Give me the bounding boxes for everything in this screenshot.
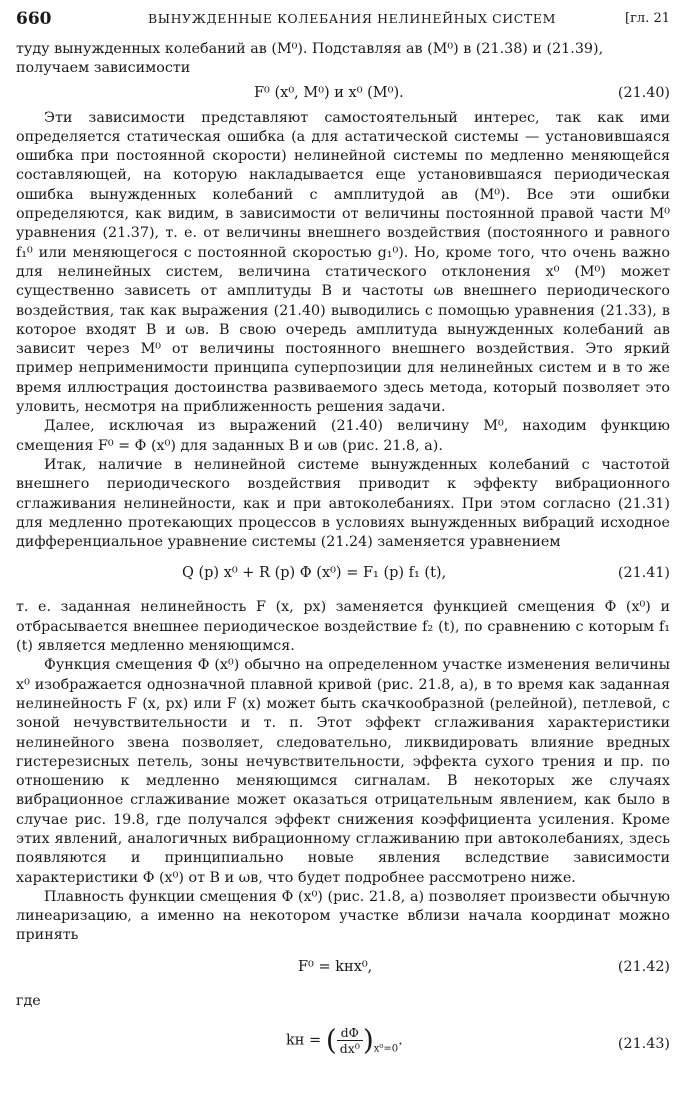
equation-number: (21.41) xyxy=(617,565,670,582)
chapter-label: [гл. 21 xyxy=(625,11,670,26)
equation-number: (21.40) xyxy=(617,84,670,101)
fraction-numerator: dΦ xyxy=(337,1025,363,1041)
equation-formula: F⁰ (x⁰, M⁰) и x⁰ (M⁰). xyxy=(254,84,404,101)
intro-line-2: получаем зависимости xyxy=(16,60,191,77)
equation-number: (21.42) xyxy=(617,958,670,975)
page-number: 660 xyxy=(16,9,52,29)
equation-number: (21.43) xyxy=(617,1036,670,1053)
right-paren: ) xyxy=(362,1023,374,1057)
intro-line-1: туду вынужденных колебаний aв (M⁰). Подставляя aв (M⁰) в (21.38) и (21.39), xyxy=(16,41,604,57)
running-title: ВЫНУЖДЕННЫЕ КОЛЕБАНИЯ НЕЛИНЕЙНЫХ СИСТЕМ xyxy=(148,11,556,26)
paragraph: Эти зависимости представляют самостоятельный интерес, так как ими определяется статическая ошибка (а для астатической системы — установившаяся ошибка при постоянной скорости) нелинейной системы по медленно меняющейся составляющей, на которую накладывается еще установившаяся периодическая ошибка вынужденных колебаний с амплитудой aв (M⁰). Все эти ошибки определяются, как видим, в зависимости от величины постоянной правой части M⁰ уравнения (21.37), т. е. от величины внешнего воздействия (постоянного и равного f₁⁰ или меняющегося с постоянной скоростью g₁⁰). Но, кроме того, что очень важно для нелинейных систем, величина статического отклонения x⁰ (M⁰) может существенно зависеть от амплитуды B и частоты ωв внешнего периодического воздействия, так как выражения (21.40) выводились с помощью уравнения (21.33), в которое входят B и ωв. В свою очередь амплитуда вынужденных колебаний aв зависит через M⁰ от величины постоянного внешнего воздействия. Это яркий пример неприменимости принципа суперпозиции для нелинейных систем и в то же время иллюстрация достоинства развиваемого здесь метода, который позволяет это уловить, несмотря на приближенность решения задачи. xyxy=(16,109,670,416)
paragraph: Функция смещения Φ (x⁰) обычно на определенном участке изменения величины x⁰ изображается однозначной плавной кривой (рис. 21.8, a), в то время как заданная нелинейность F (x, px) или F (x) может быть скачкообразной (релейной), петлевой, с зоной нечувствительности и т. п. Этот эффект сглаживания характеристики нелинейного звена позволяет, следовательно, ликвидировать влияние вредных гистерезисных петель, зоны нечувствительности, эффекта сухого трения и пр. по отношению к медленно меняющимся сигналам. В некоторых же случаях вибрационное сглаживание может оказаться отрицательным явлением, как было в случае рис. 19.8, где получался эффект снижения коэффициента усиления. Кроме этих явлений, аналогичных вибрационному сглаживанию при автоколебаниях, здесь появляются и принципиально новые явления вследствие зависимости характеристики Φ (x⁰) от B и ωв, что будет подробнее рассмотрено ниже. xyxy=(16,657,670,886)
paragraph: Плавность функции смещения Φ (x⁰) (рис. 21.8, a) позволяет произвести обычную линеаризацию, а именно на некотором участке вблизи начала координат можно принять xyxy=(16,888,670,944)
fraction xyxy=(337,1025,363,1056)
where-word: где xyxy=(16,992,41,1009)
paragraph: Далее, исключая из выражений (21.40) величину M⁰, находим функцию смещения F⁰ = Φ (x⁰) для заданных B и ωв (рис. 21.8, a). xyxy=(16,418,670,454)
equation-lhs: kн = xyxy=(286,1032,322,1049)
paragraph: Итак, наличие в нелинейной системе вынужденных колебаний с частотой внешнего периодического воздействия приводит к эффекту вибрационного сглаживания нелинейности, как и при автоколебаниях. При этом согласно (21.31) для медленно протекающих процессов в условиях вынужденных вибраций исходное дифференциальное уравнение системы (21.24) заменяется уравнением xyxy=(16,456,670,551)
equation-formula: F⁰ = kнx⁰, xyxy=(298,958,373,975)
page-body xyxy=(16,40,670,1073)
left-paren: ( xyxy=(325,1023,337,1057)
equation-21-43 xyxy=(16,1011,670,1073)
equation-formula xyxy=(286,1025,403,1059)
paragraph: т. е. заданная нелинейность F (x, px) заменяется функцией смещения Φ (x⁰) и отбрасывается внешнее периодическое воздействие f₂ (t), по сравнению с которым f₁ (t) является медленно меняющимся. xyxy=(16,599,670,655)
evaluation-subscript: x⁰=0 xyxy=(373,1043,399,1055)
equation-21-41 xyxy=(16,552,670,598)
equation-21-40 xyxy=(16,79,670,109)
page-header xyxy=(16,8,670,30)
equation-tail: . xyxy=(398,1032,403,1049)
equation-formula: Q (p) x⁰ + R (p) Φ (x⁰) = F₁ (p) f₁ (t), xyxy=(182,565,447,582)
fraction-denominator: dx⁰ xyxy=(339,1041,360,1057)
equation-21-42 xyxy=(16,946,670,992)
